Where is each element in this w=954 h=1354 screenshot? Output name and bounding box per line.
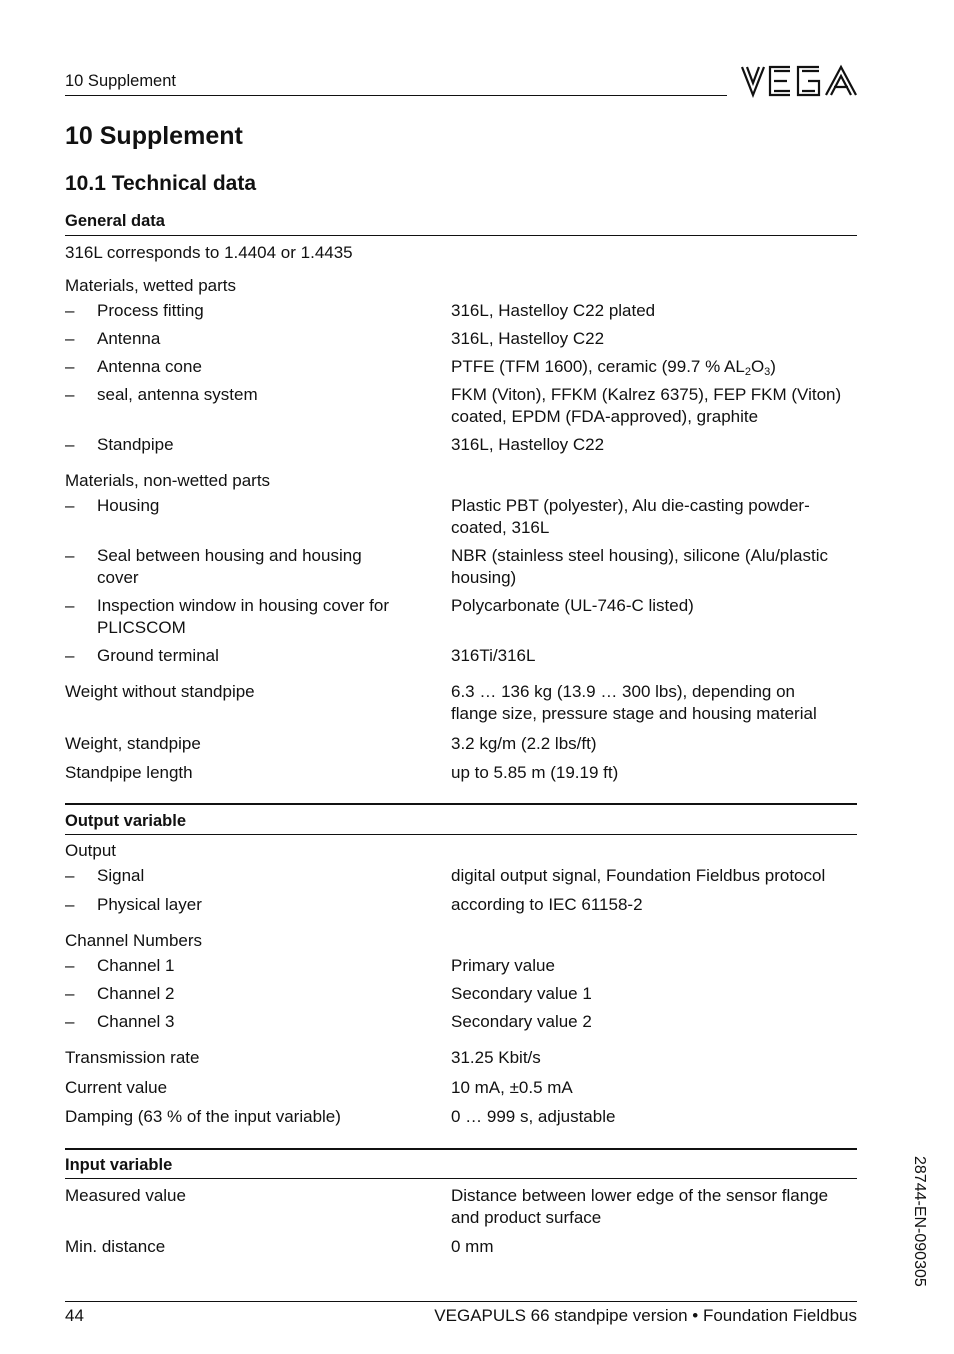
damping-label: Damping (63 % of the input variable) — [65, 1107, 341, 1126]
physical-layer-label: Physical layer — [97, 895, 202, 914]
dash: – — [65, 984, 75, 1003]
signal-value: digital output signal, Foundation Fieldbus protocol — [451, 866, 826, 885]
process-fitting-label: Process fitting — [97, 301, 204, 320]
dash: – — [65, 646, 75, 665]
seal-housing-label-line1: Seal between housing and housing — [97, 546, 362, 565]
input-variable-top-rule — [65, 1148, 857, 1150]
current-value-label: Current value — [65, 1078, 168, 1097]
dash: – — [65, 496, 75, 515]
channel-3-value: Secondary value 2 — [451, 1012, 592, 1031]
dash: – — [65, 329, 75, 348]
standpipe-length-label: Standpipe length — [65, 763, 193, 782]
dash: – — [65, 895, 75, 914]
seal-housing-value-line1: NBR (stainless steel housing), silicone (Alu/plastic — [451, 546, 828, 565]
standpipe-value: 316L, Hastelloy C22 — [451, 435, 605, 454]
input-variable-heading: Input variable — [65, 1156, 173, 1174]
housing-value-line2: coated, 316L — [451, 518, 550, 537]
channel-numbers-label: Channel Numbers — [65, 931, 203, 950]
dash: – — [65, 301, 75, 320]
channel-2-label: Channel 2 — [97, 984, 175, 1003]
damping-value: 0 … 999 s, adjustable — [451, 1107, 616, 1126]
dash: – — [65, 956, 75, 975]
antenna-value: 316L, Hastelloy C22 — [451, 329, 605, 348]
measured-value-value-line2: and product surface — [451, 1208, 602, 1227]
page-number: 44 — [65, 1306, 84, 1325]
output-label: Output — [65, 841, 117, 860]
dash: – — [65, 546, 75, 565]
weight-standpipe-label: Weight, standpipe — [65, 734, 201, 753]
nonwetted-parts-label: Materials, non-wetted parts — [65, 471, 271, 490]
output-variable-rule — [65, 834, 857, 835]
header-rule — [65, 95, 727, 96]
channel-3-label: Channel 3 — [97, 1012, 175, 1031]
measured-value-value-line1: Distance between lower edge of the sensor flange — [451, 1186, 829, 1205]
process-fitting-value: 316L, Hastelloy C22 plated — [451, 301, 656, 320]
seal-antenna-value-line1: FKM (Viton), FFKM (Kalrez 6375), FEP FKM (Viton) — [451, 385, 842, 404]
antenna-cone-label: Antenna cone — [97, 357, 202, 376]
housing-label: Housing — [97, 496, 160, 515]
running-header: 10 Supplement — [65, 72, 176, 90]
weight-standpipe-value: 3.2 kg/m (2.2 lbs/ft) — [451, 734, 597, 753]
vega-logo — [740, 64, 858, 98]
seal-housing-label-line2: cover — [97, 568, 139, 587]
channel-2-value: Secondary value 1 — [451, 984, 592, 1003]
input-variable-rule — [65, 1178, 857, 1179]
footer-rule — [65, 1301, 857, 1302]
inspection-window-label-line2: PLICSCOM — [97, 618, 186, 637]
min-distance-value: 0 mm — [451, 1237, 494, 1256]
inspection-window-label-line1: Inspection window in housing cover for — [97, 596, 389, 615]
inspection-window-value: Polycarbonate (UL-746-C listed) — [451, 596, 694, 615]
physical-layer-value: according to IEC 61158-2 — [451, 895, 643, 914]
general-data-rule — [65, 235, 857, 236]
weight-without-standpipe-value-line2: flange size, pressure stage and housing material — [451, 704, 817, 723]
min-distance-label: Min. distance — [65, 1237, 166, 1256]
dash: – — [65, 435, 75, 454]
dash: – — [65, 596, 75, 615]
document-code: 28744-EN-090305 — [911, 1156, 928, 1287]
channel-1-label: Channel 1 — [97, 956, 175, 975]
wetted-parts-label: Materials, wetted parts — [65, 276, 237, 295]
general-data-heading: General data — [65, 212, 165, 230]
transmission-rate-value: 31.25 Kbit/s — [451, 1048, 541, 1067]
output-variable-top-rule — [65, 803, 857, 805]
seal-antenna-value-line2: coated, EPDM (FDA-approved), graphite — [451, 407, 759, 426]
dash: – — [65, 357, 75, 376]
footer-document-title: VEGAPULS 66 standpipe version • Foundation Fieldbus — [434, 1306, 857, 1325]
dash: – — [65, 866, 75, 885]
standpipe-length-value: up to 5.85 m (19.19 ft) — [451, 763, 619, 782]
seal-housing-value-line2: housing) — [451, 568, 517, 587]
material-note: 316L corresponds to 1.4404 or 1.4435 — [65, 243, 353, 262]
output-variable-heading: Output variable — [65, 812, 187, 830]
dash: – — [65, 1012, 75, 1031]
housing-value-line1: Plastic PBT (polyester), Alu die-casting powder- — [451, 496, 810, 515]
ground-terminal-label: Ground terminal — [97, 646, 219, 665]
antenna-cone-value: PTFE (TFM 1600), ceramic (99.7 % $AL_2O_3$) — [451, 357, 776, 378]
weight-without-standpipe-label: Weight without standpipe — [65, 682, 255, 701]
chapter-title: 10 Supplement — [65, 122, 243, 150]
signal-label: Signal — [97, 866, 145, 885]
section-title: 10.1 Technical data — [65, 172, 257, 195]
ground-terminal-value: 316Ti/316L — [451, 646, 536, 665]
channel-1-value: Primary value — [451, 956, 555, 975]
seal-antenna-label: seal, antenna system — [97, 385, 258, 404]
weight-without-standpipe-value-line1: 6.3 … 136 kg (13.9 … 300 lbs), depending on — [451, 682, 796, 701]
standpipe-label: Standpipe — [97, 435, 174, 454]
antenna-label: Antenna — [97, 329, 161, 348]
transmission-rate-label: Transmission rate — [65, 1048, 200, 1067]
current-value-value: 10 mA, ±0.5 mA — [451, 1078, 573, 1097]
dash: – — [65, 385, 75, 404]
measured-value-label: Measured value — [65, 1186, 186, 1205]
